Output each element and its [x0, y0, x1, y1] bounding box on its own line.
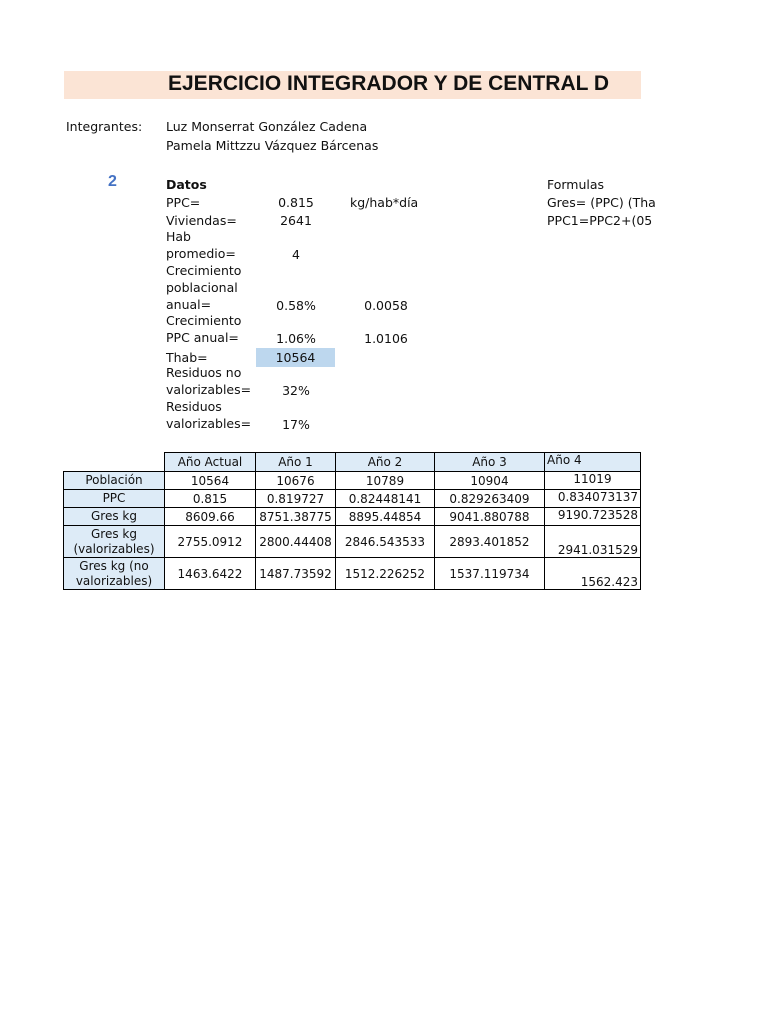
header-cell: Año 2 [336, 453, 435, 472]
row-header: Población [64, 472, 165, 490]
res-val-label-1: Residuos [166, 399, 222, 414]
res-val-label-2: valorizables= [166, 416, 252, 431]
ppc-label: PPC= [166, 195, 201, 210]
table-cell: 0.815 [165, 490, 256, 508]
integrante-1: Luz Monserrat González Cadena [166, 119, 368, 134]
thab-value: 10564 [256, 348, 335, 367]
section-number: 2 [108, 173, 117, 190]
table-corner [64, 453, 165, 472]
table-cell: 2941.031529 [545, 526, 641, 558]
table-row [64, 472, 641, 490]
table-row [64, 558, 641, 590]
table-cell: 0.819727 [256, 490, 336, 508]
formula-gres: Gres= (PPC) (Tha [547, 195, 656, 210]
table-cell: 1537.119734 [435, 558, 545, 590]
integrante-2: Pamela Mittzzu Vázquez Bárcenas [166, 138, 379, 153]
projection-table [63, 452, 641, 590]
table-cell: 11019 [545, 472, 641, 490]
table-cell: 10564 [165, 472, 256, 490]
row-header: PPC [64, 490, 165, 508]
crec-pob-label-3: anual= [166, 297, 212, 312]
res-no-val-label-1: Residuos no [166, 365, 242, 380]
table-cell: 1562.423 [545, 558, 641, 590]
header-cell: Año Actual [165, 453, 256, 472]
crec-pob-label-1: Crecimiento [166, 263, 242, 278]
header-cell: Año 1 [256, 453, 336, 472]
table-cell: 2846.543533 [336, 526, 435, 558]
table-header-row [64, 453, 641, 472]
header-cell: Año 4 [545, 453, 641, 472]
table-cell: 8609.66 [165, 508, 256, 526]
hab-label-2: promedio= [166, 246, 236, 261]
ppc-value: 0.815 [278, 195, 314, 210]
integrantes-label: Integrantes: [66, 119, 143, 134]
formulas-heading: Formulas [547, 177, 605, 192]
table-cell: 9190.723528 [545, 508, 641, 526]
table-cell: 10676 [256, 472, 336, 490]
table-row [64, 490, 641, 508]
table-cell: 2893.401852 [435, 526, 545, 558]
row-header: Gres kg [64, 508, 165, 526]
table-cell: 9041.880788 [435, 508, 545, 526]
formula-ppc1: PPC1=PPC2+(05 [547, 213, 653, 228]
res-no-val-value: 32% [282, 383, 310, 398]
crec-pob-decimal: 0.0058 [364, 298, 408, 313]
res-val-value: 17% [282, 417, 310, 432]
hab-label-1: Hab [166, 229, 191, 244]
table-cell: 0.82448141 [336, 490, 435, 508]
viviendas-value: 2641 [280, 213, 312, 228]
res-no-val-label-2: valorizables= [166, 382, 252, 397]
header-cell: Año 3 [435, 453, 545, 472]
table-cell: 8751.38775 [256, 508, 336, 526]
crec-ppc-value: 1.06% [276, 331, 316, 346]
thab-label: Thab= [166, 350, 208, 365]
crec-ppc-label-2: PPC anual= [166, 330, 239, 345]
table-cell: 1463.6422 [165, 558, 256, 590]
document-title: EJERCICIO INTEGRADOR Y DE CENTRAL D [168, 72, 610, 95]
table-cell: 1512.226252 [336, 558, 435, 590]
ppc-unit: kg/hab*día [350, 195, 419, 210]
crec-pob-label-2: poblacional [166, 280, 238, 295]
table-row [64, 508, 641, 526]
datos-heading: Datos [166, 177, 207, 192]
viviendas-label: Viviendas= [166, 213, 237, 228]
row-header: Gres kg (no valorizables) [64, 558, 165, 590]
crec-ppc-label-1: Crecimiento [166, 313, 242, 328]
table-cell: 2800.44408 [256, 526, 336, 558]
formulas-block [547, 176, 656, 236]
hab-value: 4 [292, 247, 300, 262]
row-header: Gres kg (valorizables) [64, 526, 165, 558]
table-cell: 2755.0912 [165, 526, 256, 558]
table-cell: 8895.44854 [336, 508, 435, 526]
table-cell: 10789 [336, 472, 435, 490]
table-cell: 1487.73592 [256, 558, 336, 590]
table-cell: 0.834073137 [545, 490, 641, 508]
crec-pob-value: 0.58% [276, 298, 316, 313]
crec-ppc-factor: 1.0106 [364, 331, 408, 346]
table-cell: 0.829263409 [435, 490, 545, 508]
table-cell: 10904 [435, 472, 545, 490]
table-row [64, 526, 641, 558]
title-band [64, 71, 641, 99]
